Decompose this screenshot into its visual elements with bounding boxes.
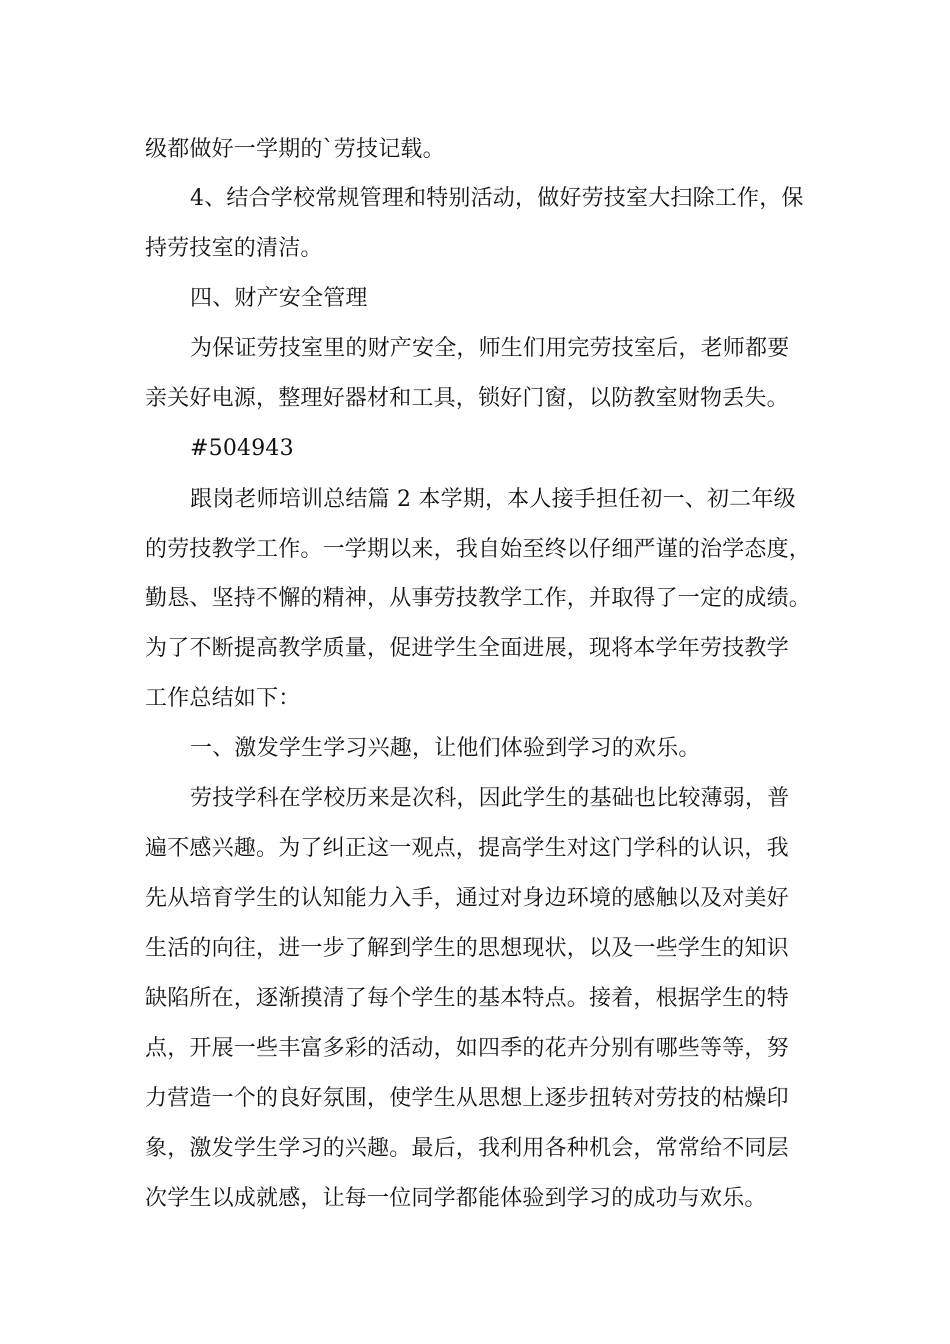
text-line: 缺陷所在，逐渐摸清了每个学生的基本特点。接着，根据学生的特 bbox=[145, 986, 789, 1011]
text-line: 为保证劳技室里的财产安全，师生们用完劳技室后，老师都要 bbox=[190, 336, 790, 361]
text-line: 遍不感兴趣。为了纠正这一观点，提高学生对这门学科的认识，我 bbox=[145, 836, 789, 861]
section-heading: 一、激发学生学习兴趣，让他们体验到学习的欢乐。 bbox=[190, 736, 701, 761]
text-line: 亲关好电源，整理好器材和工具，锁好门窗，以防教室财物丢失。 bbox=[145, 386, 789, 411]
text-line: 4、结合学校常规管理和特别活动，做好劳技室大扫除工作，保 bbox=[190, 186, 804, 211]
section-heading: 四、财产安全管理 bbox=[190, 286, 368, 311]
text-line: 象，激发学生学习的兴趣。最后，我利用各种机会，常常给不同层 bbox=[145, 1136, 789, 1161]
text-line: 跟岗老师培训总结篇 2 本学期，本人接手担任初一、初二年级 bbox=[190, 487, 796, 512]
text-line: 先从培育学生的认知能力入手，通过对身边环境的感触以及对美好 bbox=[145, 886, 789, 911]
text-line: 生活的向往，进一步了解到学生的思想现状，以及一些学生的知识 bbox=[145, 936, 789, 961]
text-line: 劳技学科在学校历来是次科，因此学生的基础也比较薄弱，普 bbox=[190, 786, 790, 811]
text-line: 点，开展一些丰富多彩的活动，如四季的花卉分别有哪些等等，努 bbox=[145, 1036, 789, 1061]
text-line: 工作总结如下： bbox=[145, 686, 301, 711]
text-line: 勤恳、坚持不懈的精神，从事劳技教学工作，并取得了一定的成绩。 bbox=[145, 586, 812, 611]
text-line: #504943 bbox=[190, 436, 294, 461]
text-line: 为了不断提高教学质量，促进学生全面进展，现将本学年劳技教学 bbox=[145, 636, 789, 661]
text-line: 力营造一个的良好氛围，使学生从思想上逐步扭转对劳技的枯燥印 bbox=[145, 1086, 789, 1111]
text-line: 级都做好一学期的`劳技记载。 bbox=[145, 137, 445, 162]
text-line: 次学生以成就感，让每一位同学都能体验到学习的成功与欢乐。 bbox=[145, 1186, 767, 1211]
text-line: 的劳技教学工作。一学期以来，我自始至终以仔细严谨的治学态度， bbox=[145, 537, 812, 562]
text-line: 持劳技室的清洁。 bbox=[145, 236, 323, 261]
